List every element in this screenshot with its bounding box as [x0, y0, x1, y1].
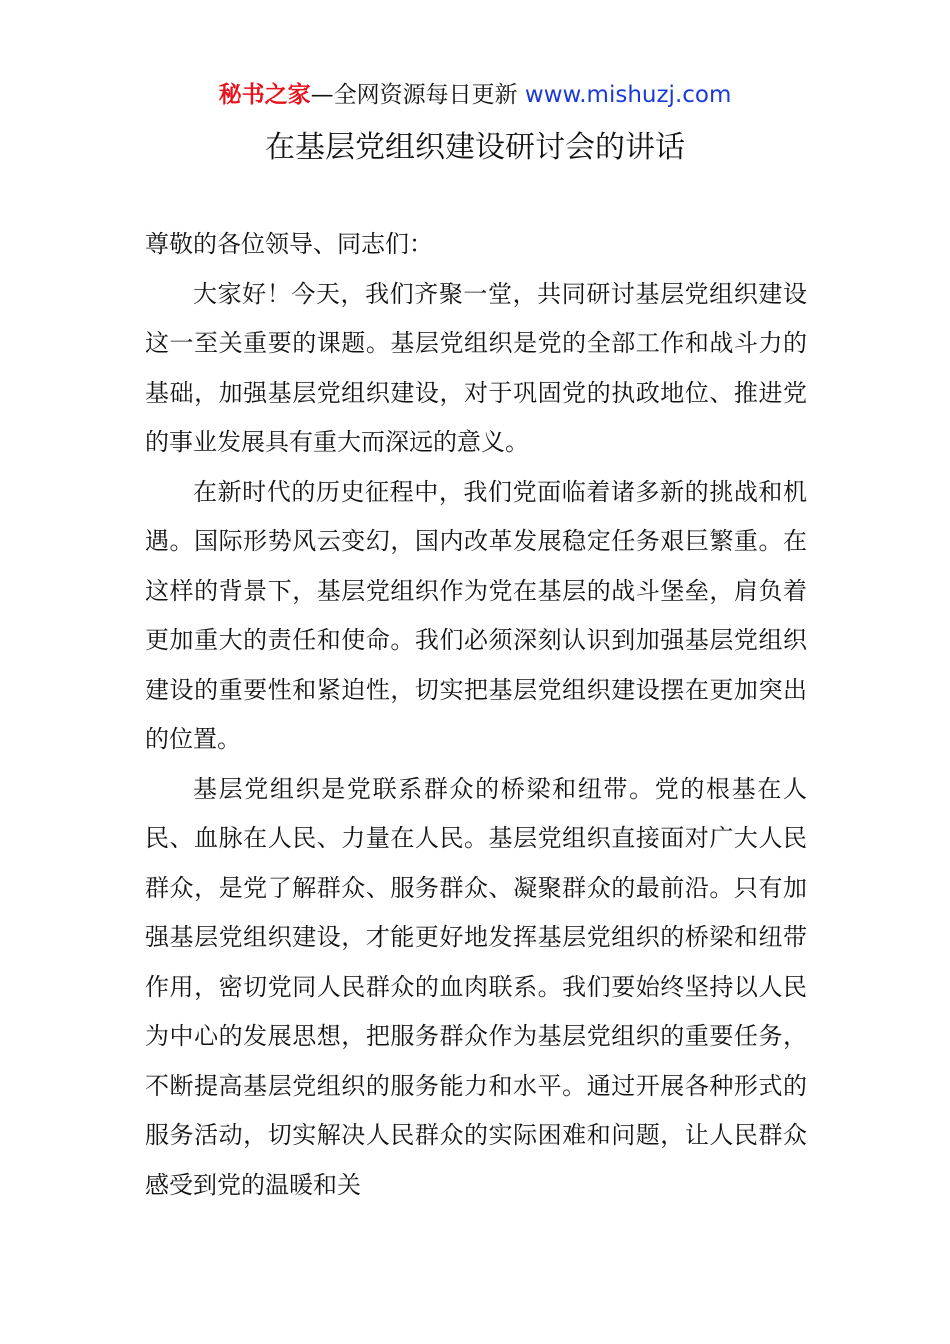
site-brand: 秘书之家 [218, 82, 311, 108]
paragraph: 基层党组织是党联系群众的桥梁和纽带。党的根基在人民、血脉在人民、力量在人民。基层党组织直接面对广大人民群众，是党了解群众、服务群众、凝聚群众的最前沿。只有加强基层党组织建设，才能更好地发挥基层党组织的桥梁和纽带作用，密切党同人民群众的血肉联系。我们要始终坚持以人民为中心的发展思想，把服务群众作为基层党组织的重要任务，不断提高基层党组织的服务能力和水平。通过开展各种形式的服务活动，切实解决人民群众的实际困难和问题，让人民群众感受到党的温暖和关 [145, 774, 807, 1199]
paragraph: 大家好！今天，我们齐聚一堂，共同研讨基层党组织建设这一至关重要的课题。基层党组织是党的全部工作和战斗力的基础，加强基层党组织建设，对于巩固党的执政地位、推进党的事业发展具有重大而深远的意义。 [145, 279, 807, 456]
site-header [0, 78, 950, 112]
document-title: 在基层党组织建设研讨会的讲话 [265, 130, 685, 165]
site-url-link[interactable]: www.mishuzj.com [524, 82, 732, 108]
salutation: 尊敬的各位领导、同志们： [145, 230, 433, 258]
paragraph: 在新时代的历史征程中，我们党面临着诸多新的挑战和机遇。国际形势风云变幻，国内改革发展稳定任务艰巨繁重。在这样的背景下，基层党组织作为党在基层的战斗堡垒，肩负着更加重大的责任和使命。我们必须深刻认识到加强基层党组织建设的重要性和紧迫性，切实把基层党组织建设摆在更加突出的位置。 [145, 477, 807, 753]
site-tagline: —全网资源每日更新 [310, 82, 525, 108]
document-body [145, 220, 807, 1210]
